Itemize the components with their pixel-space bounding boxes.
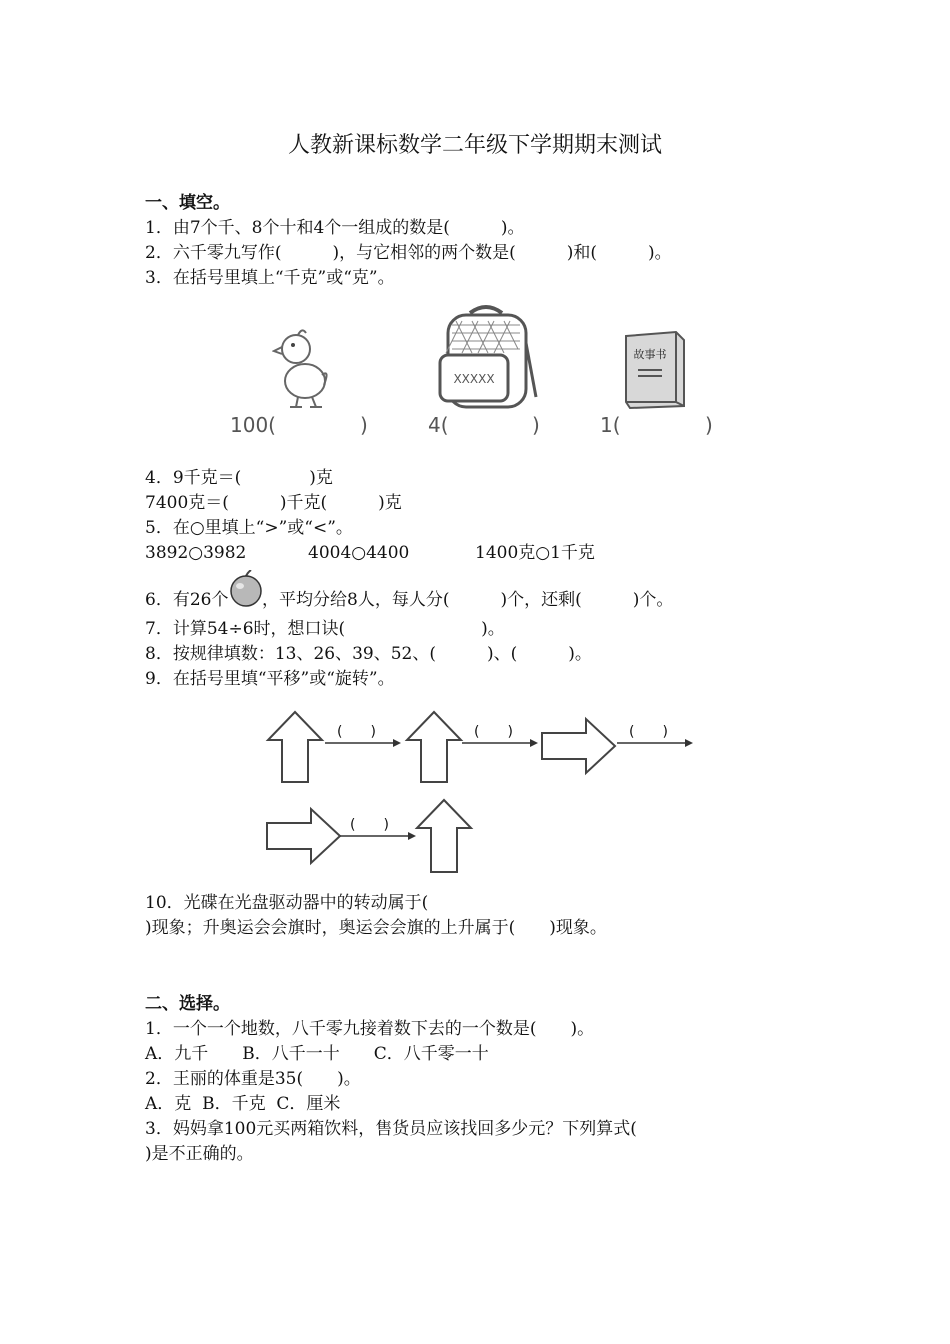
section-1-heading: 一、填空。 — [145, 193, 230, 213]
backpack-picture — [432, 303, 540, 411]
question-1-9: 9．在括号里填“平移”或“旋转”。 — [145, 669, 395, 689]
question-2-3a: 3．妈妈拿100元买两箱饮料，售货员应该找回多少元？下列算式( — [145, 1119, 637, 1139]
book-cover-text: 故事书 — [633, 348, 667, 361]
right-arrow-shape-1 — [540, 716, 618, 776]
question-1-6-end: ，平均分给8人，每人分( )个，还剩( )个。 — [262, 590, 674, 610]
transform-bracket-3: ( ) — [629, 724, 668, 740]
question-1-4a: 4．9千克＝( )克 — [145, 468, 333, 488]
question-1-5: 5．在○里填上“>”或“<”。 — [145, 518, 353, 538]
right-arrow-shape-2 — [265, 806, 343, 866]
question-1-4b: 7400克＝( )千克( )克 — [145, 493, 402, 513]
question-2-3b: )是不正确的。 — [145, 1144, 254, 1164]
question-1-10b: )现象；升奥运会会旗时，奥运会会旗的上升属于( )现象。 — [145, 918, 607, 938]
transform-bracket-4: ( ) — [350, 817, 389, 833]
up-arrow-shape-1 — [265, 710, 325, 784]
question-2-1-options: A．九千 B．八千一十 C．八千零一十 — [145, 1044, 489, 1064]
compare-item-3: 1400克○1千克 — [475, 543, 595, 563]
page-title: 人教新课标数学二年级下学期期末测试 — [287, 133, 662, 158]
question-1-3: 3．在括号里填上“千克”或“克”。 — [145, 268, 395, 288]
chick-weight-label: 100( — [230, 413, 276, 437]
book-weight-label: 1( — [600, 413, 621, 437]
svg-text:XXXXX: XXXXX — [453, 372, 495, 386]
chick-weight-close: ) — [360, 413, 368, 437]
up-arrow-shape-2 — [404, 710, 464, 784]
transform-bracket-1: ( ) — [337, 724, 376, 740]
chick-picture — [272, 325, 332, 410]
question-1-1: 1．由7个千、8个十和4个一组成的数是( )。 — [145, 218, 525, 238]
apple-icon — [228, 570, 264, 608]
transform-bracket-2: ( ) — [474, 724, 513, 740]
book-weight-close: ) — [705, 413, 713, 437]
backpack-weight-close: ) — [532, 413, 540, 437]
backpack-weight-label: 4( — [428, 413, 449, 437]
question-1-7: 7．计算54÷6时，想口诀( )。 — [145, 619, 505, 639]
question-1-8: 8．按规律填数：13、26、39、52、( )、( )。 — [145, 644, 592, 664]
question-2-1: 1．一个一个地数，八千零九接着数下去的一个数是( )。 — [145, 1019, 595, 1039]
story-book-picture — [620, 330, 690, 410]
question-1-10a: 10．光碟在光盘驱动器中的转动属于( — [145, 893, 429, 913]
question-1-6-start: 6．有26个 — [145, 590, 229, 610]
question-2-2: 2．王丽的体重是35( )。 — [145, 1069, 361, 1089]
compare-item-2: 4004○4400 — [308, 543, 410, 563]
up-arrow-shape-3 — [414, 798, 474, 874]
section-2-heading: 二、选择。 — [145, 994, 230, 1014]
question-2-2-options: A．克 B．千克 C．厘米 — [145, 1094, 341, 1114]
compare-item-1: 3892○3982 — [145, 543, 247, 563]
question-1-2: 2．六千零九写作( )，与它相邻的两个数是( )和( )。 — [145, 243, 672, 263]
